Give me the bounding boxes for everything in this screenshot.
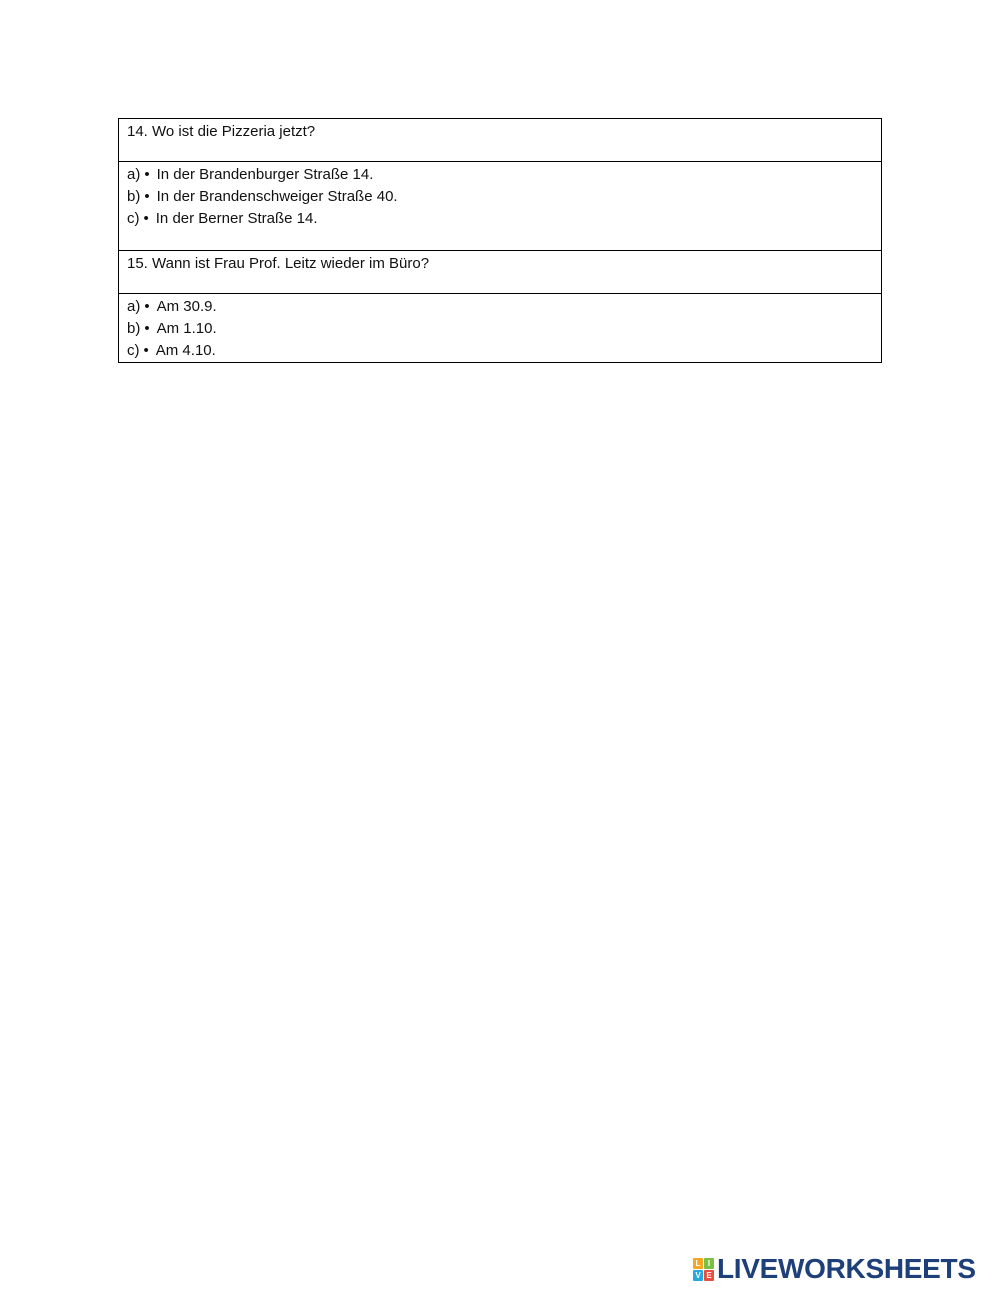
option-text: In der Brandenschweiger Straße 40.: [156, 188, 398, 205]
logo-block-e: E: [704, 1270, 714, 1281]
question-row-14: [119, 119, 882, 162]
liveworksheets-logo: [693, 1253, 976, 1284]
bullet-icon: •: [144, 320, 150, 337]
bullet-icon: •: [144, 188, 150, 205]
worksheet-table: [118, 118, 882, 363]
options-14: [119, 162, 882, 251]
logo-block-l: L: [693, 1258, 703, 1269]
bullet-icon: •: [144, 298, 150, 315]
options-row-14: [119, 162, 882, 251]
logo-text: LIVEWORKSHEETS: [717, 1253, 976, 1284]
option-letter: a): [127, 298, 141, 315]
bullet-icon: •: [143, 342, 149, 359]
logo-blocks-icon: [693, 1258, 714, 1281]
option-b[interactable]: [127, 186, 873, 208]
logo-block-i: I: [704, 1258, 714, 1269]
option-a[interactable]: [127, 296, 873, 318]
option-text: Am 30.9.: [156, 298, 217, 315]
question-text: 14. Wo ist die Pizzeria jetzt?: [127, 123, 316, 140]
question-14: [119, 119, 882, 162]
option-c[interactable]: [127, 340, 873, 362]
question-15: [119, 251, 882, 294]
bullet-icon: •: [144, 166, 150, 183]
option-text: In der Brandenburger Straße 14.: [156, 166, 374, 183]
question-text: 15. Wann ist Frau Prof. Leitz wieder im Büro?: [127, 255, 430, 272]
option-letter: b): [127, 320, 141, 337]
option-letter: c): [127, 342, 140, 359]
option-text: Am 4.10.: [155, 342, 216, 359]
logo-block-v: V: [693, 1270, 703, 1281]
option-letter: c): [127, 210, 140, 227]
option-letter: b): [127, 188, 141, 205]
option-a[interactable]: [127, 164, 873, 186]
bullet-icon: •: [143, 210, 149, 227]
option-text: In der Berner Straße 14.: [155, 210, 318, 227]
question-row-15: [119, 251, 882, 294]
options-15: [119, 294, 882, 363]
option-c[interactable]: [127, 208, 873, 230]
option-text: Am 1.10.: [156, 320, 217, 337]
option-letter: a): [127, 166, 141, 183]
options-row-15: [119, 294, 882, 363]
option-b[interactable]: [127, 318, 873, 340]
